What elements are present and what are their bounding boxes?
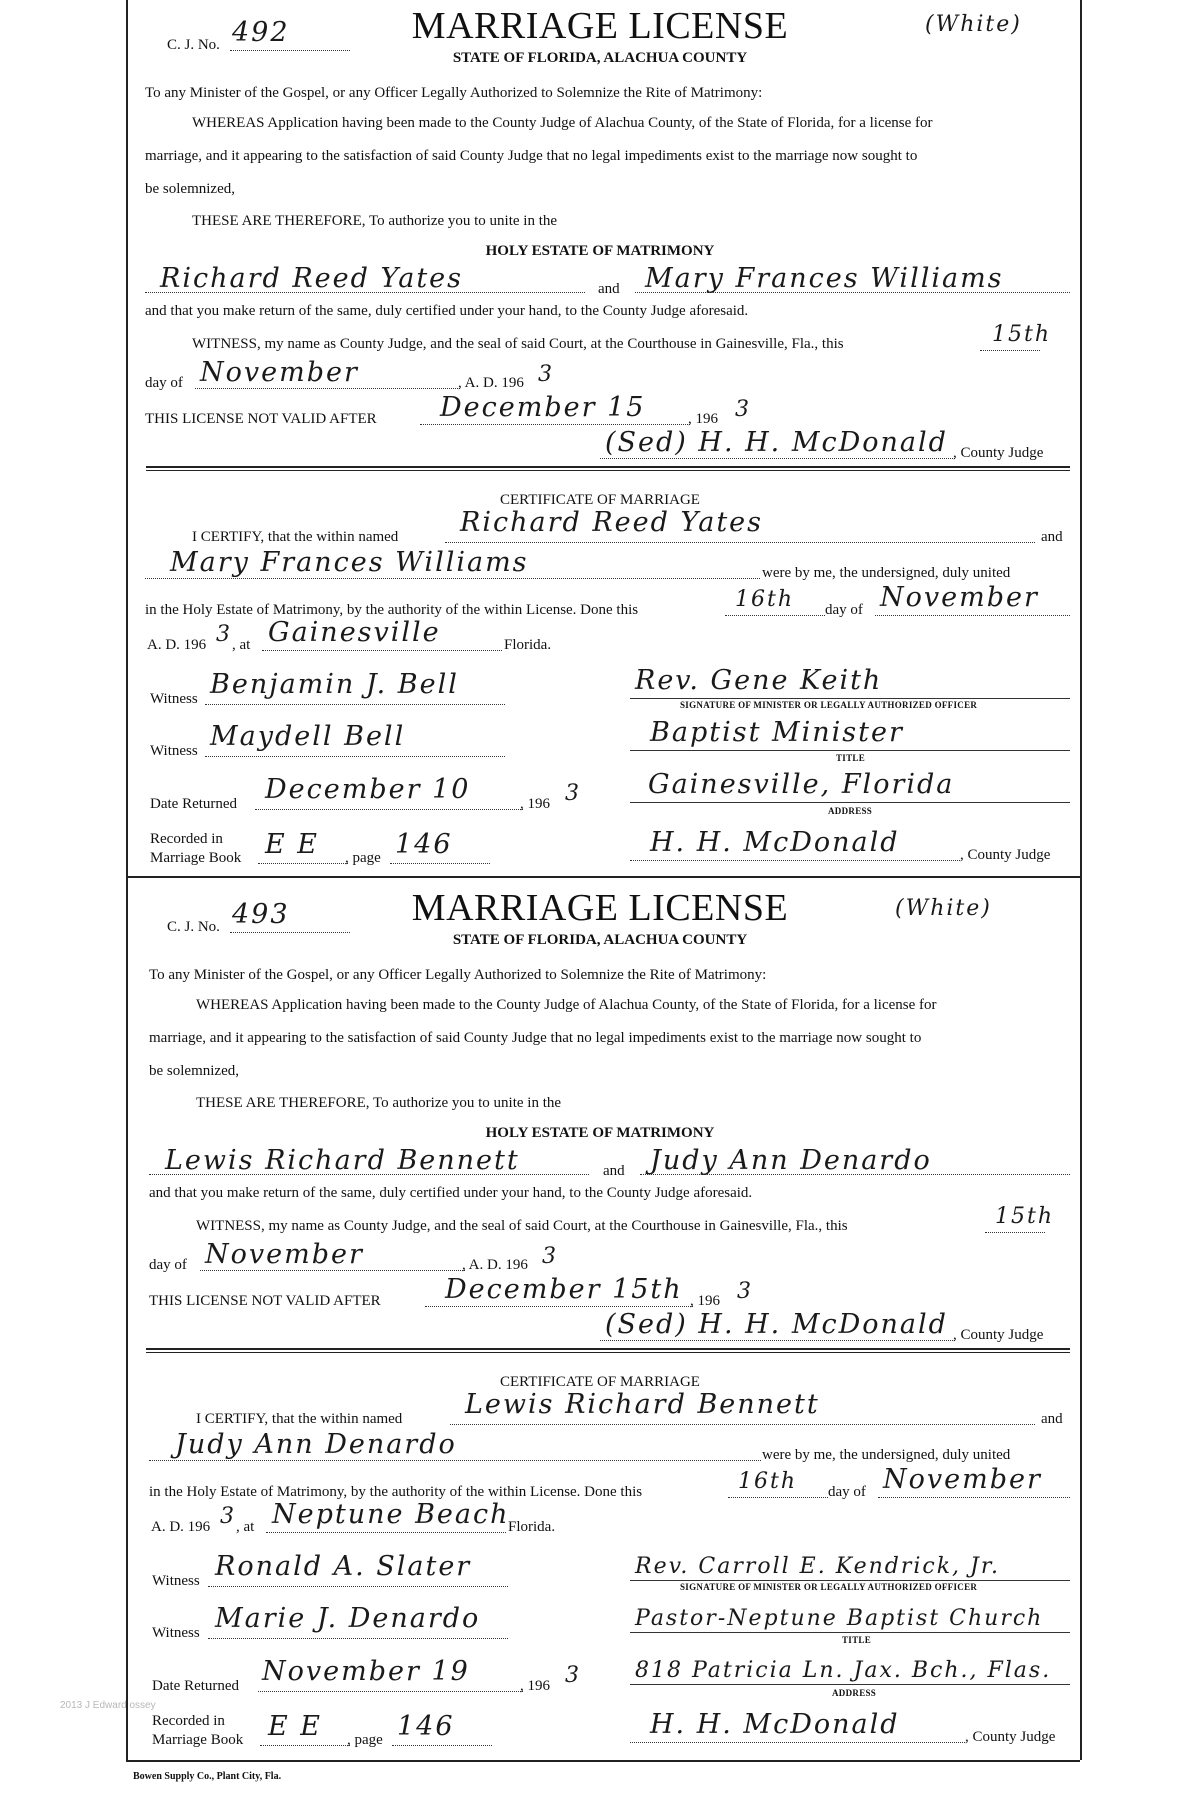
cj-no-label: C. J. No. <box>167 37 220 53</box>
holy-authority-label: in the Holy Estate of Matrimony, by the authority of the within License. Done this <box>149 1484 643 1500</box>
county-judge-signature: (Sed) H. H. McDonald <box>605 1309 948 1340</box>
whereas-line-1: WHEREAS Application having been made to the County Judge of Alachua County, of the State of Florida, for a license for <box>196 997 937 1013</box>
title-caption: TITLE <box>842 1635 872 1645</box>
witness1-name: Benjamin J. Bell <box>210 669 459 700</box>
witness2-name: Marie J. Denardo <box>215 1603 481 1634</box>
valid-until: December 15th <box>445 1274 683 1305</box>
certify-label: I CERTIFY, that the within named <box>196 1411 403 1427</box>
license-year-digit: 3 <box>542 1244 558 1269</box>
holy-estate-heading: HOLY ESTATE OF MATRIMONY <box>485 243 715 259</box>
whereas-line-3: be solemnized, <box>149 1063 239 1079</box>
returned-year-label: , 196 <box>520 1678 550 1694</box>
date-returned: November 19 <box>262 1656 470 1687</box>
done-month: November <box>880 582 1039 613</box>
county-judge-label: , County Judge <box>953 445 1044 461</box>
license-subtitle: STATE OF FLORIDA, ALACHUA COUNTY <box>452 50 748 66</box>
cert-groom: Lewis Richard Bennett <box>465 1389 820 1420</box>
at-label: , at <box>232 637 251 653</box>
returned-year-label: , 196 <box>520 796 550 812</box>
date-returned-label: Date Returned <box>152 1678 240 1694</box>
page-label: , page <box>345 850 381 866</box>
florida-label: Florida. <box>504 637 552 653</box>
done-month: November <box>883 1464 1042 1495</box>
recording-judge-signature: H. H. McDonald <box>650 827 900 858</box>
holy-authority-label: in the Holy Estate of Matrimony, by the authority of the within License. Done this <box>145 602 639 618</box>
date-returned-label: Date Returned <box>150 796 238 812</box>
authorize-line: THESE ARE THEREFORE, To authorize you to unite in the <box>192 213 558 229</box>
cj-no-label: C. J. No. <box>167 919 220 935</box>
officer-signature: Rev. Gene Keith <box>635 665 883 696</box>
ad2-label: A. D. 196 <box>147 637 207 653</box>
valid-year-digit: 3 <box>737 1279 753 1304</box>
county-judge2-label: , County Judge <box>960 847 1051 863</box>
marriage-book-label: Marriage Book <box>152 1732 244 1748</box>
cert-and-label: and <box>1041 529 1063 545</box>
marriage-book-label: Marriage Book <box>150 850 242 866</box>
done-day: 16th <box>738 1469 798 1494</box>
witness2-name: Maydell Bell <box>210 721 406 752</box>
witness1-name: Ronald A. Slater <box>215 1551 472 1582</box>
cert-bride: Mary Frances Williams <box>170 547 529 578</box>
witness-day: 15th <box>992 322 1052 347</box>
and-label: and <box>603 1163 625 1179</box>
marriage-license-493 <box>0 882 1200 1762</box>
page-value: 146 <box>397 1711 455 1742</box>
day-of2-label: day of <box>825 602 863 618</box>
race-note: (White) <box>925 12 1022 37</box>
recording-judge-signature: H. H. McDonald <box>650 1709 900 1740</box>
witness2-label: Witness <box>150 743 198 759</box>
officer-address: Gainesville, Florida <box>648 769 955 800</box>
sig-caption: SIGNATURE OF MINISTER OR LEGALLY AUTHORIZED OFFICER <box>680 1582 978 1592</box>
returned-year-digit: 3 <box>565 781 581 806</box>
license-month: November <box>205 1239 364 1270</box>
county-judge-label: , County Judge <box>953 1327 1044 1343</box>
ad-label: , A. D. 196 <box>462 1257 528 1273</box>
cert-groom: Richard Reed Yates <box>460 507 764 538</box>
whereas-line-2: marriage, and it appearing to the satisfaction of said County Judge that no legal impediments exist to the marriage now sought to <box>145 148 918 164</box>
license-year-digit: 3 <box>538 362 554 387</box>
day-of-label: day of <box>149 1257 187 1273</box>
recorded-in-label: Recorded in <box>150 831 223 847</box>
marriage-place: Neptune Beach <box>272 1499 510 1530</box>
copyright-watermark: 2013 J Edward ossey <box>60 1700 156 1711</box>
page-value: 146 <box>395 829 453 860</box>
valid-year-label: , 196 <box>688 411 718 427</box>
day-of2-label: day of <box>828 1484 866 1500</box>
marriage-book-value: E E <box>265 829 320 860</box>
whereas-line-1: WHEREAS Application having been made to the County Judge of Alachua County, of the State of Florida, for a license for <box>192 115 933 131</box>
not-valid-label: THIS LICENSE NOT VALID AFTER <box>149 1293 381 1309</box>
license-subtitle: STATE OF FLORIDA, ALACHUA COUNTY <box>452 932 748 948</box>
certificate-heading: CERTIFICATE OF MARRIAGE <box>500 492 700 508</box>
certificate-heading: CERTIFICATE OF MARRIAGE <box>500 1374 700 1390</box>
marriage-license-492 <box>0 0 1200 880</box>
license-month: November <box>200 357 359 388</box>
whereas-line-3: be solemnized, <box>145 181 235 197</box>
address-caption: ADDRESS <box>828 806 873 816</box>
title-caption: TITLE <box>836 753 866 763</box>
county-judge-signature: (Sed) H. H. McDonald <box>605 427 948 458</box>
race-note: (White) <box>895 896 992 921</box>
at-label: , at <box>236 1519 255 1535</box>
bride-name: Judy Ann Denardo <box>650 1145 932 1176</box>
recorded-in-label: Recorded in <box>152 1713 225 1729</box>
and-label: and <box>598 281 620 297</box>
certify-label: I CERTIFY, that the within named <box>192 529 399 545</box>
officer-address: 818 Patricia Ln. Jax. Bch., Flas. <box>635 1658 1052 1683</box>
license-divider <box>126 876 1080 878</box>
printer-imprint: Bowen Supply Co., Plant City, Fla. <box>133 1771 282 1782</box>
done-year-digit: 3 <box>220 1504 236 1529</box>
day-of-label: day of <box>145 375 183 391</box>
florida-label: Florida. <box>508 1519 556 1535</box>
marriage-place: Gainesville <box>268 617 441 648</box>
ad-label: , A. D. 196 <box>458 375 524 391</box>
date-returned: December 10 <box>265 774 471 805</box>
marriage-book-value: E E <box>268 1711 323 1742</box>
officer-signature: Rev. Carroll E. Kendrick, Jr. <box>635 1554 1000 1579</box>
valid-year-digit: 3 <box>735 397 751 422</box>
bride-name: Mary Frances Williams <box>645 263 1004 294</box>
were-united-label: were by me, the undersigned, duly united <box>762 565 1011 581</box>
county-judge2-label: , County Judge <box>965 1729 1056 1745</box>
not-valid-label: THIS LICENSE NOT VALID AFTER <box>145 411 377 427</box>
return-line: and that you make return of the same, duly certified under your hand, to the County Judge aforesaid. <box>149 1185 753 1201</box>
witness1-label: Witness <box>150 691 198 707</box>
address-caption: ADDRESS <box>832 1688 877 1698</box>
done-day: 16th <box>735 587 795 612</box>
salutation: To any Minister of the Gospel, or any Officer Legally Authorized to Solemnize the Rite of Matrimony: <box>149 967 767 983</box>
valid-year-label: , 196 <box>690 1293 720 1309</box>
holy-estate-heading: HOLY ESTATE OF MATRIMONY <box>485 1125 715 1141</box>
license-title: MARRIAGE LICENSE <box>411 887 789 929</box>
returned-year-digit: 3 <box>565 1663 581 1688</box>
sig-caption: SIGNATURE OF MINISTER OR LEGALLY AUTHORIZED OFFICER <box>680 700 978 710</box>
license-title: MARRIAGE LICENSE <box>411 5 789 47</box>
were-united-label: were by me, the undersigned, duly united <box>762 1447 1011 1463</box>
ad2-label: A. D. 196 <box>151 1519 211 1535</box>
officer-title: Baptist Minister <box>650 717 904 748</box>
witness-day: 15th <box>995 1204 1055 1229</box>
salutation: To any Minister of the Gospel, or any Officer Legally Authorized to Solemnize the Rite of Matrimony: <box>145 85 763 101</box>
groom-name: Richard Reed Yates <box>160 263 464 294</box>
witness-judge-line: WITNESS, my name as County Judge, and the seal of said Court, at the Courthouse in Gainesville, Fla., this <box>196 1218 848 1234</box>
authorize-line: THESE ARE THEREFORE, To authorize you to unite in the <box>196 1095 562 1111</box>
cj-no-value: 493 <box>232 899 290 930</box>
witness-judge-line: WITNESS, my name as County Judge, and the seal of said Court, at the Courthouse in Gainesville, Fla., this <box>192 336 844 352</box>
cj-no-value: 492 <box>232 17 290 48</box>
cert-and-label: and <box>1041 1411 1063 1427</box>
witness1-label: Witness <box>152 1573 200 1589</box>
page-bottom-rule <box>126 1760 1080 1762</box>
officer-title: Pastor-Neptune Baptist Church <box>635 1606 1044 1631</box>
cert-bride: Judy Ann Denardo <box>175 1429 457 1460</box>
page-label: , page <box>347 1732 383 1748</box>
witness2-label: Witness <box>152 1625 200 1641</box>
whereas-line-2: marriage, and it appearing to the satisfaction of said County Judge that no legal impediments exist to the marriage now sought to <box>149 1030 922 1046</box>
valid-until: December 15 <box>440 392 646 423</box>
groom-name: Lewis Richard Bennett <box>165 1145 520 1176</box>
done-year-digit: 3 <box>216 622 232 647</box>
return-line: and that you make return of the same, duly certified under your hand, to the County Judge aforesaid. <box>145 303 749 319</box>
